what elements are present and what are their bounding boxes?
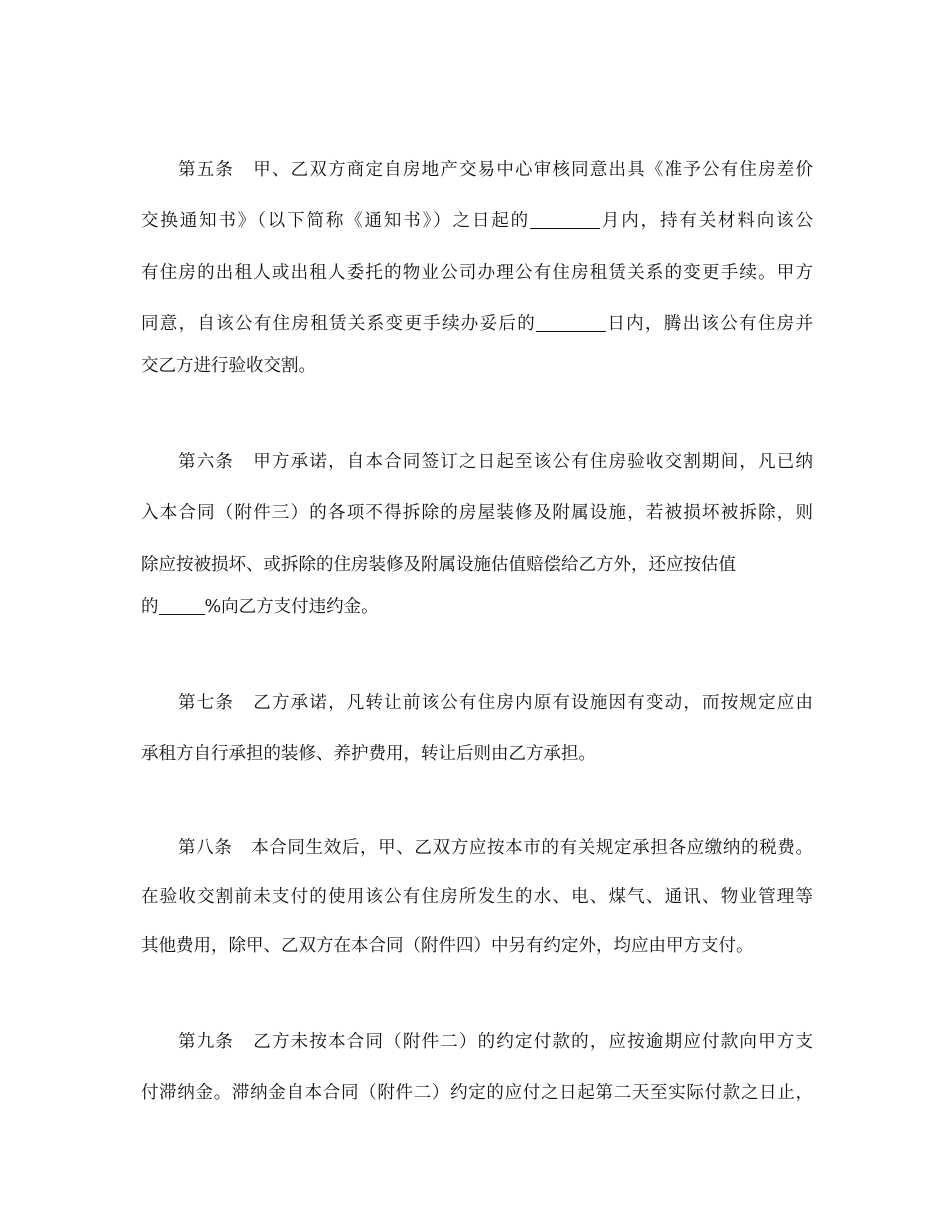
article-5-title: 第五条 <box>178 160 235 180</box>
article-6-line-1: 第六条 甲方承诺，自本合同签订之日起至该公有住房验收交割期间，凡已纳 <box>178 452 813 472</box>
article-8-line-1: 第八条 本合同生效后，甲、乙双方应按本市的有关规定承担各应缴纳的税费。 <box>178 838 813 858</box>
article-7-line-1: 第七条 乙方承诺，凡转让前该公有住房内原有设施因有变动，而按规定应由 <box>178 693 813 713</box>
article-5-line-2: 交换通知书》（以下简称《通知书》）之日起的 月内，持有关材料向该公 <box>141 204 813 238</box>
article-6-title: 第六条 <box>178 452 235 472</box>
article-5-line-3: 有住房的出租人或出租人委托的物业公司办理公有住房租赁关系的变更手续。甲方 <box>141 263 813 283</box>
article-8-line-3: 其他费用，除甲、乙双方在本合同（附件四）中另有约定外，均应由甲方支付。 <box>141 936 754 956</box>
article-5-line-5: 交乙方进行验收交割。 <box>141 356 316 376</box>
article-5-line-1: 第五条 甲、乙双方商定自房地产交易中心审核同意出具《准予公有住房差价 <box>178 160 813 180</box>
months-blank <box>530 206 600 229</box>
article-8-line-2: 在验收交割前未支付的使用该公有住房所发生的水、电、煤气、通讯、物业管理等 <box>141 887 813 907</box>
article-6-line-4: 的 %向乙方支付违约金。 <box>141 590 813 624</box>
article-9-line-2: 付滞纳金。滞纳金自本合同（附件二）约定的应付之日起第二天至实际付款之日止， <box>141 1083 813 1103</box>
days-blank <box>536 309 606 332</box>
article-6-line-2: 入本合同（附件三）的各项不得拆除的房屋装修及附属设施，若被损坏被拆除，则 <box>141 503 813 523</box>
article-7-title: 第七条 <box>178 693 235 713</box>
article-9-line-1: 第九条 乙方未按本合同（附件二）的约定付款的，应按逾期应付款向甲方支 <box>178 1032 813 1052</box>
article-8-title: 第八条 <box>178 838 233 858</box>
percent-blank <box>159 592 205 615</box>
article-5-line-4: 同意，自该公有住房租赁关系变更手续办妥后的 日内，腾出该公有住房并 <box>141 307 813 341</box>
article-9-title: 第九条 <box>178 1032 235 1052</box>
article-6-line-3: 除应按被损坏、或拆除的住房装修及附属设施估值赔偿给乙方外，还应按估值 <box>141 555 736 575</box>
article-7-line-2: 承租方自行承担的装修、养护费用，转让后则由乙方承担。 <box>141 744 596 764</box>
